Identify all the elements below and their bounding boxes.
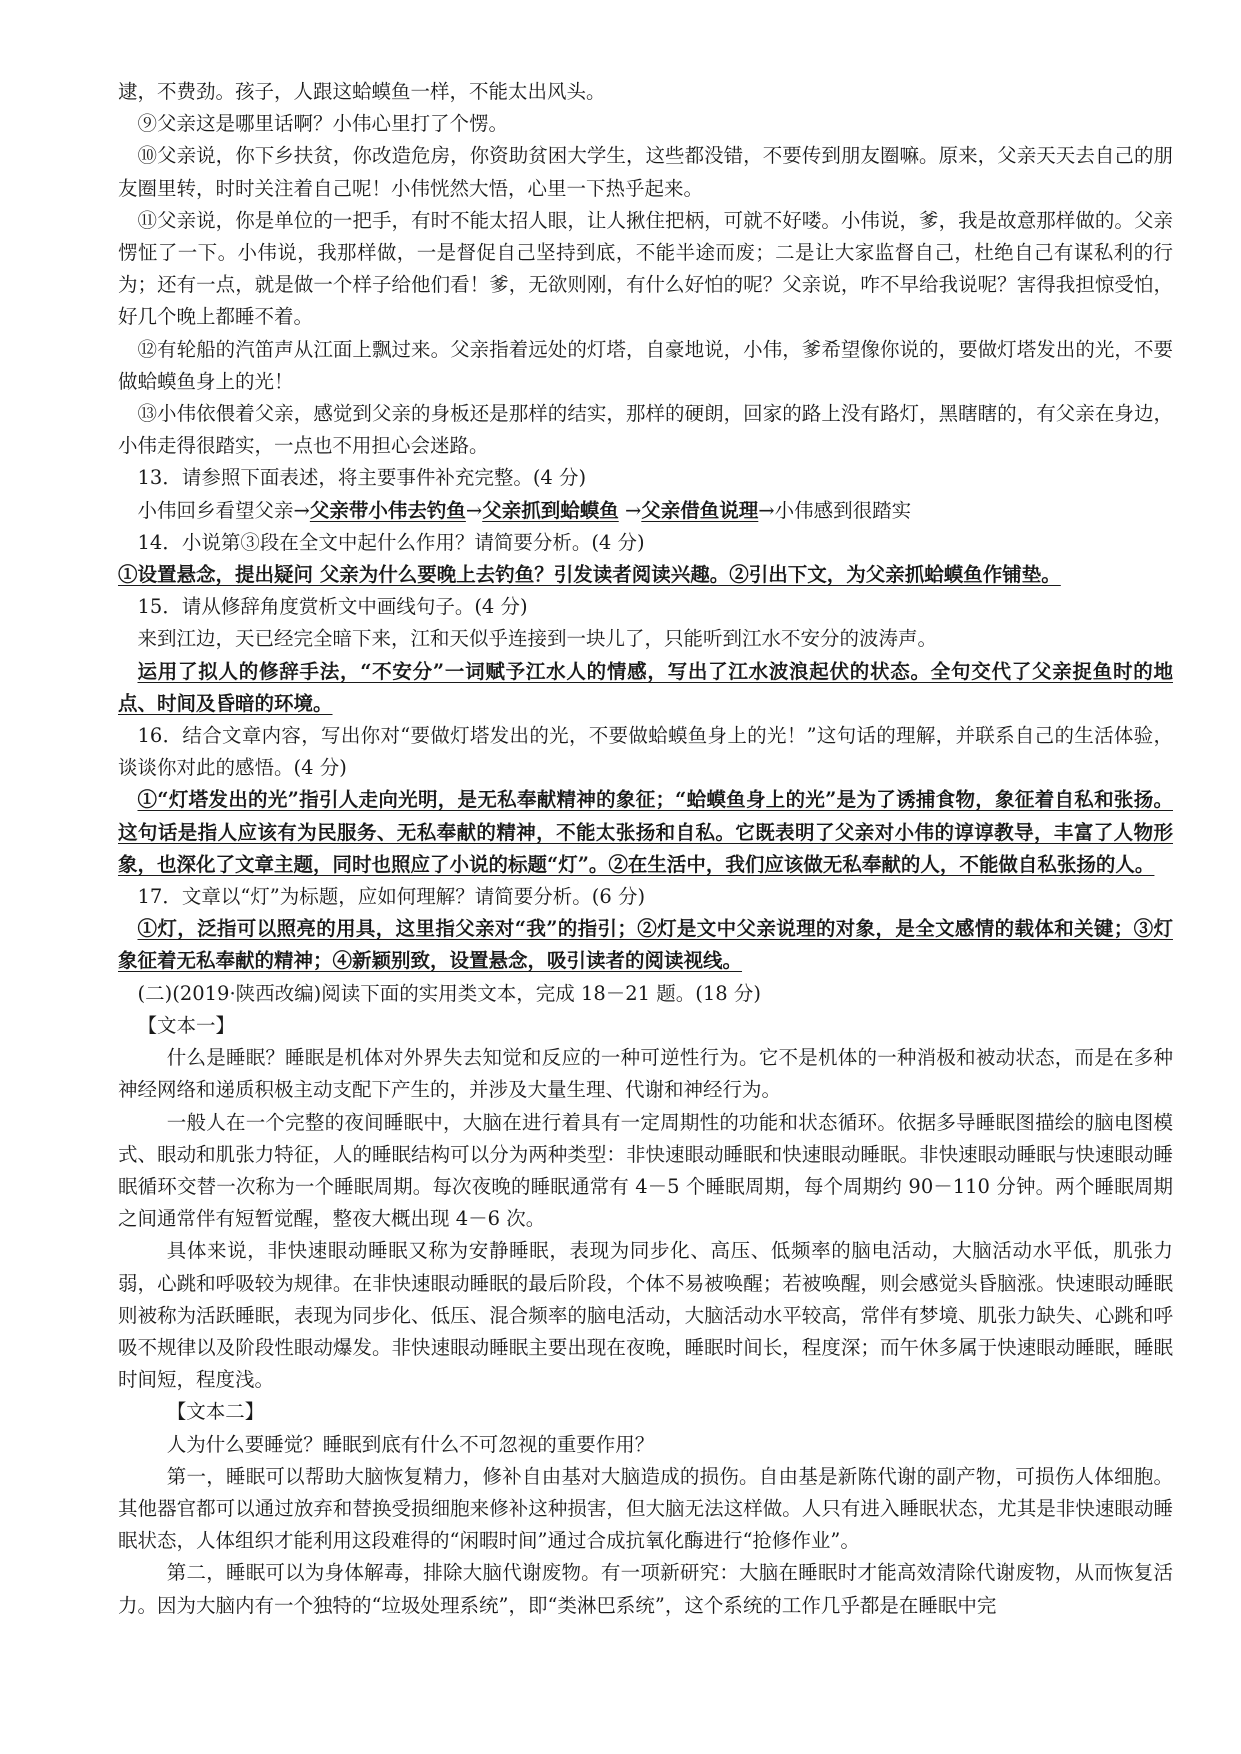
- text-1-paragraph-1: 什么是睡眠？睡眠是机体对外界失去知觉和反应的一种可逆性行为。它不是机体的一种消极和被动状态，而是在多种神经网络和递质积极主动支配下产生的，并涉及大量生理、代谢和神经行为。: [118, 1046, 1173, 1102]
- text-2-label: 【文本二】: [166, 1400, 265, 1424]
- flow-arrow: →: [293, 498, 310, 522]
- story-paragraph-13: ⑬小伟依偎着父亲，感觉到父亲的身板还是那样的结实，那样的硬朗，回家的路上没有路灯，黑瞎瞎的，有父亲在身边，小伟走得很踏实，一点也不用担心会迷路。: [118, 402, 1173, 458]
- event-flow: [118, 495, 1173, 527]
- section-2-heading: (二)(2019·陕西改编)阅读下面的实用类文本，完成 18－21 题。(18 分): [137, 981, 762, 1005]
- answer-15: [118, 656, 1173, 720]
- answer-14: [118, 559, 1173, 591]
- quoted-sentence: 来到江边，天已经完全暗下来，江和天似乎连接到一块儿了，只能听到江水不安分的波涛声。: [137, 627, 938, 651]
- flow-answer-3: 父亲借鱼说理: [641, 498, 759, 522]
- flow-arrow: →: [758, 498, 775, 522]
- story-paragraph-10: ⑩父亲说，你下乡扶贫，你改造危房，你资助贫困大学生，这些都没错，不要传到朋友圈嘛。原来，父亲天天去自己的朋友圈里转，时时关注着自己呢！小伟恍然大悟，心里一下热乎起来。: [118, 144, 1173, 200]
- text-2-paragraph-3: 第二，睡眠可以为身体解毒，排除大脑代谢废物。有一项新研究：大脑在睡眠时才能高效清除代谢废物，从而恢复活力。因为大脑内有一个独特的“垃圾处理系统”，即“类淋巴系统”，这个系统的工作几乎都是在睡眠中完: [118, 1561, 1173, 1617]
- text-1-paragraph-3: 具体来说，非快速眼动睡眠又称为安静睡眠，表现为同步化、高压、低频率的脑电活动，大脑活动水平低，肌张力弱，心跳和呼吸较为规律。在非快速眼动睡眠的最后阶段，个体不易被唤醒；若被唤醒，则会感觉头昏脑涨。快速眼动睡眠则被称为活跃睡眠，表现为同步化、低压、混合频率的脑电活动，大脑活动水平较高，常伴有梦境、肌张力缺失、心跳和呼吸不规律以及阶段性眼动爆发。非快速眼动睡眠主要出现在夜晚，睡眠时间长，程度深；而午休多属于快速眼动睡眠，睡眠时间短，程度浅。: [118, 1239, 1173, 1392]
- text-2-paragraph-2: 第一，睡眠可以帮助大脑恢复精力，修补自由基对大脑造成的损伤。自由基是新陈代谢的副产物，可损伤人体细胞。其他器官都可以通过放弃和替换受损细胞来修补这种损害，但大脑无法这样做。人只有进入睡眠状态，尤其是非快速眼动睡眠状态，人体组织才能利用这段难得的“闲暇时间”通过合成抗氧化酶进行“抢修作业”。: [118, 1464, 1173, 1553]
- story-paragraph-12: ⑫有轮船的汽笛声从江面上飘过来。父亲指着远处的灯塔，自豪地说，小伟，爹希望像你说的，要做灯塔发出的光，不要做蛤蟆鱼身上的光！: [118, 337, 1173, 393]
- answer-16-text: ①“灯塔发出的光”指引人走向光明，是无私奉献精神的象征；“蛤蟆鱼身上的光”是为了诱捕食物，象征着自私和张扬。这句话是指人应该有为民服务、无私奉献的精神，不能太张扬和自私。它既表明了父亲对小伟的谆谆教导，丰富了人物形象，也深化了文章主题，同时也照应了小说的标题“灯”。②在生活中，我们应该做无私奉献的人，不能做自私张扬的人。: [118, 788, 1173, 876]
- question-17: 17．文章以“灯”为标题，应如何理解？请简要分析。(6 分): [137, 885, 646, 909]
- question-15: 15．请从修辞角度赏析文中画线句子。(4 分): [137, 595, 528, 619]
- story-paragraph-11: ⑪父亲说，你是单位的一把手，有时不能太招人眼，让人揪住把柄，可就不好喽。小伟说，爹，我是故意那样做的。父亲愣怔了一下。小伟说，我那样做，一是督促自己坚持到底，不能半途而废；二是让大家监督自己，杜绝自己有谋私利的行为；还有一点，就是做一个样子给他们看！爹，无欲则刚，有什么好怕的呢？父亲说，咋不早给我说呢？害得我担惊受怕，好几个晚上都睡不着。: [118, 208, 1173, 329]
- flow-answer-2: 父亲抓到蛤蟆鱼: [482, 498, 619, 522]
- answer-15-text: 运用了拟人的修辞手法，“不安分”一词赋予江水人的情感，写出了江水波浪起伏的状态。全句交代了父亲捉鱼时的地点、时间及昏暗的环境。: [118, 659, 1173, 715]
- flow-arrow: →: [624, 498, 642, 522]
- answer-17: [118, 913, 1173, 977]
- story-paragraph-continued: 逮，不费劲。孩子，人跟这蛤蟆鱼一样，不能太出风头。: [118, 80, 606, 103]
- flow-arrow: →: [465, 498, 483, 522]
- text-2-paragraph-1: 人为什么要睡觉？睡眠到底有什么不可忽视的重要作用？: [166, 1432, 655, 1456]
- answer-17-text: ①灯，泛指可以照亮的用具，这里指父亲对“我”的指引；②灯是文中父亲说理的对象，是全文感情的载体和关键；③灯象征着无私奉献的精神；④新颖别致，设置悬念，吸引读者的阅读视线。: [118, 917, 1173, 973]
- question-16: 16．结合文章内容，写出你对“要做灯塔发出的光，不要做蛤蟆鱼身上的光！”这句话的理解，并联系自己的生活体验，谈谈你对此的感悟。(4 分): [118, 724, 1173, 780]
- flow-answer-1: 父亲带小伟去钓鱼: [309, 498, 466, 522]
- story-paragraph-9: ⑨父亲这是哪里话啊？小伟心里打了个愣。: [137, 112, 509, 136]
- text-1-label: 【文本一】: [137, 1013, 236, 1037]
- text-1-paragraph-2: 一般人在一个完整的夜间睡眠中，大脑在进行着具有一定周期性的功能和状态循环。依据多导睡眠图描绘的脑电图模式、眼动和肌张力特征，人的睡眠结构可以分为两种类型：非快速眼动睡眠和快速眼动睡眠。非快速眼动睡眠与快速眼动睡眠循环交替一次称为一个睡眠周期。每次夜晚的睡眠通常有 4－5 个睡眠周期，每个周期约 90－110 分钟。两个睡眠周期之间通常伴有短暂觉醒，整夜大概出现 4－6 次。: [118, 1110, 1173, 1231]
- question-14: 14．小说第③段在全文中起什么作用？请简要分析。(4 分): [137, 530, 645, 554]
- answer-16: [118, 784, 1173, 881]
- flow-end: 小伟感到很踏实: [774, 498, 912, 522]
- question-13: 13．请参照下面表述，将主要事件补充完整。(4 分): [137, 466, 587, 490]
- flow-start: 小伟回乡看望父亲: [137, 498, 294, 522]
- answer-14-text: ①设置悬念，提出疑问 父亲为什么要晚上去钓鱼？引发读者阅读兴趣。②引出下文，为父亲抓蛤蟆鱼作铺垫。: [118, 563, 1061, 587]
